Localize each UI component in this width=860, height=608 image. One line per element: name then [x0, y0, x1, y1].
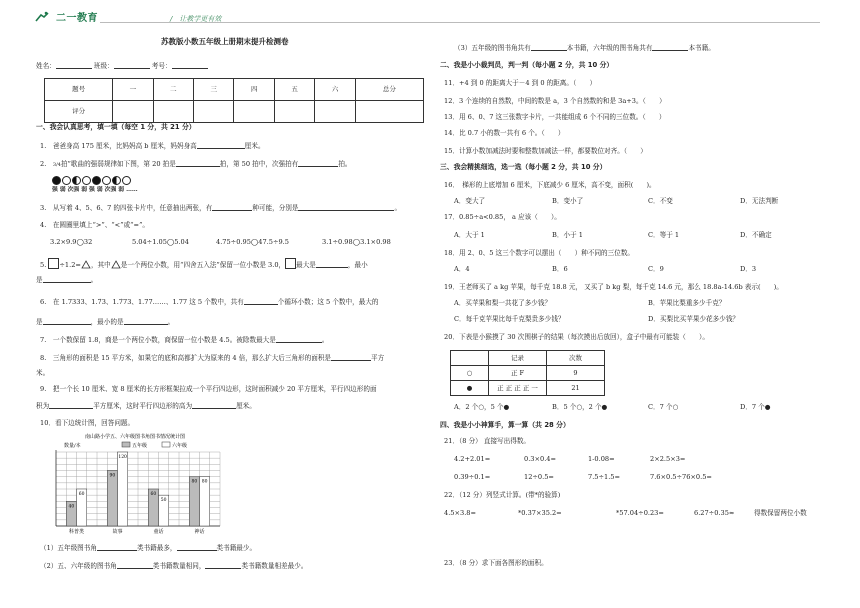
- exam-no-label: 考号：: [151, 62, 172, 70]
- q6-blank-2[interactable]: [43, 318, 91, 325]
- score-header-cell: 五: [274, 79, 314, 101]
- exam-title: 苏教版小数五年级上册期末提升检测卷: [161, 37, 289, 46]
- question-2: [40, 160, 352, 168]
- q6-tail-end: 。: [167, 318, 175, 326]
- beat-labels: 强 弱 次强 弱 强 弱 次强 弱 ……: [52, 187, 138, 193]
- name-blank[interactable]: [56, 62, 92, 69]
- chart-data-label: 120: [118, 455, 127, 460]
- q6-text-2: 个循环小数；这 5 个数中，最大的: [277, 298, 379, 306]
- beat-circles: [52, 176, 132, 186]
- chart-ylabel: 数量/本: [64, 443, 81, 449]
- chart-x-label: 故事: [112, 529, 123, 535]
- q1-blank[interactable]: [197, 142, 245, 149]
- section-1-heading: 一、我会认真思考，填一填（每空 1 分，共 21 分）: [36, 123, 196, 131]
- record-table: [450, 350, 605, 396]
- q8-text-2: 平方: [371, 354, 385, 362]
- legend-label-grade6: 六年级: [172, 443, 188, 449]
- weak-beat-circle: [62, 176, 71, 185]
- q5-blank-2[interactable]: [43, 276, 91, 283]
- calc-item: 7.6×0.5÷76×0.5=: [650, 473, 712, 481]
- site-logo: [34, 9, 98, 24]
- question-22: 22．（12 分）列竖式计算。(带*的验算): [444, 491, 561, 499]
- q3-text: 3. 从写着 4、5、6、7 的四张卡片中，任意抽出两张，有: [40, 204, 213, 212]
- question-4: 4. 在圆圈里填上“>”、“<”或“=”。: [40, 221, 150, 229]
- q5-tail-text: 是: [36, 276, 43, 284]
- calc-item: 7.5÷1.5=: [588, 473, 621, 481]
- calc-item: 0.39÷0.1=: [454, 473, 491, 481]
- q10-3-blank-2[interactable]: [652, 44, 688, 51]
- q20-option-c[interactable]: C．7 个○: [648, 403, 679, 411]
- chart-bar: [118, 452, 128, 526]
- question-14: 14．比 0.7 小的数一共有 6 个。（ ）: [444, 129, 565, 137]
- q8-tail: 米。: [36, 369, 50, 377]
- record-header-cell: 次数: [547, 351, 605, 366]
- score-table-score-row: [45, 101, 424, 123]
- q10-2-text-2: 类书籍数量相同，: [152, 562, 206, 570]
- q20-option-b[interactable]: B．5 个○，2 个●: [552, 403, 608, 411]
- vertical-calc-item: *0.37×35.2=: [518, 509, 562, 517]
- section-4-heading: 四、我是小小神算手，算一算（共 28 分）: [440, 421, 570, 429]
- q3-blank-1[interactable]: [212, 204, 252, 211]
- q6-blank-1[interactable]: [244, 298, 278, 305]
- q19-option-d[interactable]: D．买梨比买苹果少花多少钱？: [648, 315, 740, 323]
- section-2-heading: 二、我是小小裁判员，判一判（每小题 2 分，共 10 分）: [440, 61, 614, 69]
- q2-text: 拍”歌曲的强弱规律如下图，第 20 拍是: [60, 160, 176, 168]
- q10-3-blank-1[interactable]: [531, 44, 567, 51]
- score-header-cell: 六: [315, 79, 355, 101]
- question-23: 23．（8 分）求下面各图形的面积。: [444, 559, 548, 567]
- q9-blank-1[interactable]: [49, 402, 93, 409]
- q5-tail-end: 。: [90, 276, 98, 284]
- q1-text: 1. 爸爸身高 175 厘米，比妈妈高 b 厘米，妈妈身高: [40, 142, 197, 150]
- class-label: 班级：: [93, 62, 114, 70]
- exam-no-blank[interactable]: [172, 62, 208, 69]
- question-12: 12．3 个连续的自然数，中间的数是 a，3 个自然数的和是 3a+3。（ ）: [444, 97, 666, 105]
- record-header-row: [451, 351, 605, 366]
- q5-number: 5.: [40, 261, 47, 269]
- q9-tail-end: 厘米。: [236, 402, 256, 410]
- student-info: [36, 62, 208, 70]
- q3-text-2: 种可能，分别是: [252, 204, 299, 212]
- record-row-black: [451, 381, 605, 396]
- medium-beat-circle: [72, 176, 81, 185]
- vertical-calc-item: 6.27÷0.35≈: [694, 509, 735, 517]
- question-8: [40, 354, 384, 362]
- q5-blank-1[interactable]: [316, 261, 348, 268]
- question-7: [40, 336, 328, 344]
- score-cell[interactable]: [153, 101, 193, 123]
- chart-x-labels: [69, 528, 205, 535]
- record-tally: 正 正 正 正 一: [489, 381, 547, 396]
- q1-unit: 厘米。: [244, 142, 265, 150]
- q20-option-d[interactable]: D．7 个●: [740, 403, 771, 411]
- q4-item-2: 5.04÷1.05◯5.04: [132, 238, 189, 246]
- q10-3-end: 本书籍。: [688, 44, 715, 52]
- q10-1-end: 类书籍最少。: [216, 544, 257, 552]
- q5-text-3: 是一个两位小数，用“四舍五入法”保留一位小数是 3.0，: [120, 261, 286, 269]
- chart-data-label: 60: [150, 492, 157, 497]
- chart-x-label: 科普类: [68, 529, 85, 535]
- record-count: 21: [547, 381, 605, 396]
- question-17: 17．0.85÷a<0.85， a 应该（ ）。: [444, 213, 561, 221]
- q10-1-text: （1）五年级图书角: [40, 544, 97, 552]
- q16-option-b[interactable]: B．变小了: [552, 197, 584, 205]
- score-cell[interactable]: [234, 101, 274, 123]
- q10-3-text: （3）五年级的图书角共有: [454, 44, 531, 52]
- record-row-white: [451, 366, 605, 381]
- question-3: [40, 204, 401, 212]
- q16-option-c[interactable]: C．不变: [648, 197, 673, 205]
- question-9: 9. 把一个长 10 厘米、宽 8 厘米的长方形框架拉成一个平行四边形，这时面积减少 20 平方厘米，平行四边形的面: [40, 385, 377, 393]
- q17-option-a[interactable]: A．大于 1: [454, 231, 485, 239]
- calc-item: 4.2+2.01=: [454, 455, 491, 463]
- question-10: 10．看下边统计图，回答问题。: [40, 419, 135, 427]
- question-15: 15．计算小数加减法时要和整数加减法一样，都要数位对齐。（ ）: [444, 147, 647, 155]
- square-box-icon: [285, 258, 296, 269]
- q6-tail-text-2: ，最小的是: [90, 318, 124, 326]
- q5-text: ÷1.2=: [59, 261, 81, 269]
- score-header-cell: 总分: [355, 79, 423, 101]
- strong-beat-circle: [92, 176, 101, 185]
- record-header-cell: [451, 351, 489, 366]
- q16-option-a[interactable]: A．变大了: [454, 197, 486, 205]
- q2-blank-1[interactable]: [176, 160, 220, 167]
- question-11: 11．+4 到 0 的距离大于－4 到 0 的距离。（ ）: [444, 79, 597, 87]
- q19-option-b[interactable]: B．苹果比梨重多少千克？: [648, 299, 726, 307]
- chart-x-label: 童话: [153, 529, 164, 535]
- chart-bar: [107, 471, 117, 527]
- legend-swatch-grade6: [162, 442, 170, 447]
- chart-data-label: 50: [160, 498, 167, 504]
- score-cell[interactable]: [113, 101, 153, 123]
- q3-blank-2[interactable]: [298, 204, 394, 211]
- q10-1-text-2: 类书籍最多，: [136, 544, 177, 552]
- triangle-icon: [111, 260, 121, 269]
- score-row-label: 评分: [45, 101, 113, 123]
- q6-text: 6. 在 1.7333、1.7̇3、1.7̇73、1.77……、1.77 这 5 个数中，共有: [40, 298, 244, 306]
- question-16: 16． 梯形的上底增加 6 厘米，下底减少 6 厘米，高不变，面积( )。: [444, 181, 656, 189]
- section-3-heading: 三、我会精挑细选，选一选（每小题 2 分，共 10 分）: [440, 163, 607, 171]
- score-header-cell: 二: [153, 79, 193, 101]
- question-21: 21．（8 分） 直接写出得数。: [444, 437, 531, 445]
- square-box-icon: [48, 258, 59, 269]
- class-blank[interactable]: [114, 62, 150, 69]
- q18-option-c[interactable]: C．9: [648, 265, 664, 273]
- q10-sub-3: [454, 44, 715, 52]
- q8-text: 8. 三角形的面积是 15 平方米，如果它的底和高都扩大为原来的 4 倍，那么扩大后三角形的面积是: [40, 354, 332, 362]
- calc-item: 12÷0.5=: [524, 473, 554, 481]
- logo-text: 二一教育: [55, 13, 98, 24]
- q4-item-1: 3.2×9.9◯32: [50, 238, 93, 246]
- score-table: [44, 78, 424, 123]
- calc-item: 2×2.5×3=: [650, 455, 686, 463]
- question-5: [40, 258, 368, 269]
- q10-sub-1: [40, 544, 256, 552]
- q18-option-b[interactable]: B．6: [552, 265, 568, 273]
- white-stone-icon: ○: [451, 366, 489, 381]
- q19-option-a[interactable]: A．买苹果和梨一共花了多少钱？: [454, 299, 552, 307]
- q2-text-2: 拍，第 50 拍中，次强拍有: [219, 160, 299, 168]
- q9-blank-2[interactable]: [192, 402, 236, 409]
- page-header: [0, 0, 860, 34]
- q8-blank[interactable]: [331, 354, 371, 361]
- chart-x-label: 神话: [194, 529, 205, 535]
- score-cell[interactable]: [355, 101, 423, 123]
- q6-tail-text: 是: [36, 318, 43, 326]
- score-cell[interactable]: [194, 101, 234, 123]
- record-count: 9: [547, 366, 605, 381]
- question-18: 18．用 2、0、5 这三个数字可以摆出（ ）种不同的三位数。: [444, 249, 635, 257]
- q20-option-a[interactable]: A．2 个○，5 个●: [454, 403, 510, 411]
- q5-text-5: ，最小: [347, 261, 368, 269]
- score-header-cell: 三: [194, 79, 234, 101]
- score-header-cell: 题号: [45, 79, 113, 101]
- weak-beat-circle: [102, 176, 111, 185]
- weak-beat-circle: [82, 176, 91, 185]
- header-divider: [100, 22, 820, 23]
- q17-option-b[interactable]: B．小于 1: [552, 231, 583, 239]
- q9-tail-text-2: 平方厘米，这时平行四边形的高为: [93, 402, 193, 410]
- q2-fraction: 3/4: [52, 162, 61, 168]
- q7-blank[interactable]: [276, 336, 322, 343]
- record-header-cell: 记录: [489, 351, 547, 366]
- q19-option-c[interactable]: C．每千克苹果比每千克梨贵多少钱？: [454, 315, 565, 323]
- question-13: 13．用 6、0、7 这三张数字卡片，一共能组成 6 个不同的三位数。（ ）: [444, 113, 666, 121]
- calc-item: 0.3×0.4=: [524, 455, 557, 463]
- vertical-calc-item: 4.5×3.8=: [444, 509, 477, 517]
- q2-number: 2.: [40, 160, 53, 168]
- q3-text-3: 。: [394, 204, 402, 212]
- q10-2-blank-2[interactable]: [205, 562, 241, 569]
- q18-option-d[interactable]: D．3: [740, 265, 757, 273]
- question-20: 20．下表是小猴摸了 30 次围棋子的结果（每次摸出后放回），盒子中最有可能装（ ）。: [444, 333, 709, 341]
- score-cell[interactable]: [315, 101, 355, 123]
- chart-data-label: 80: [191, 479, 198, 485]
- rounding-note: 得数保留两位小数: [754, 509, 807, 517]
- vertical-calc-item: *57.04÷0.23=: [616, 509, 664, 517]
- q16-option-d[interactable]: D．无法判断: [740, 197, 779, 205]
- question-19: 19．王老师买了 a kg 苹果，每千克 18.8 元， 又买了 b kg 梨，每千克 14.6 元，那么 18.8a-14.6b 表示( )。: [444, 283, 783, 291]
- legend-swatch-grade5: [122, 442, 130, 447]
- q17-option-c[interactable]: C．等于 1: [648, 231, 680, 239]
- chart-data-label: 90: [109, 473, 116, 479]
- question-1: [40, 142, 265, 150]
- q6-tail: [36, 318, 174, 326]
- q10-2-text: （2）五、六年级的图书角: [40, 562, 117, 570]
- q18-option-a[interactable]: A．4: [454, 265, 470, 273]
- strong-beat-circle: [52, 176, 61, 185]
- q10-2-end: 类书籍数量相差最少。: [241, 562, 308, 570]
- q9-tail-text: 积为: [36, 402, 50, 410]
- slogan-text: 让教学更有效: [179, 15, 222, 23]
- bar-chart: [40, 430, 230, 536]
- q10-1-blank-2[interactable]: [177, 544, 217, 551]
- q10-sub-2: [40, 562, 307, 570]
- q7-end: 。: [321, 336, 329, 344]
- logo-runner-icon: [34, 11, 50, 23]
- black-stone-icon: ●: [451, 381, 489, 396]
- q5-tail: [36, 276, 97, 284]
- question-6: [40, 298, 378, 306]
- q4-item-4: 3.1÷0.98◯3.1×0.98: [322, 238, 391, 246]
- q4-item-3: 4.75÷0.95◯47.5÷9.5: [216, 238, 289, 246]
- chart-data-label: 40: [68, 504, 75, 510]
- score-cell[interactable]: [274, 101, 314, 123]
- score-table-header-row: [45, 79, 424, 101]
- header-slogan: / 让教学更有效: [170, 15, 222, 23]
- q10-2-blank-1[interactable]: [117, 562, 153, 569]
- q7-text: 7. 一个数保留 1.8，商是一个两位小数，商保留一位小数是 4.5。被除数最大是: [40, 336, 276, 344]
- q6-blank-3[interactable]: [124, 318, 168, 325]
- q2-text-3: 拍。: [338, 160, 352, 168]
- weak-beat-circle: [122, 176, 131, 185]
- q5-text-4: 最大是: [296, 261, 316, 269]
- triangle-icon: [81, 260, 91, 269]
- medium-beat-circle: [112, 176, 121, 185]
- chart-title: 南山路小学五、六年级图书角图书情况统计图: [84, 434, 186, 440]
- record-tally: 正 F: [489, 366, 547, 381]
- chart-data-label: 80: [201, 479, 208, 485]
- q10-1-blank-1[interactable]: [97, 544, 137, 551]
- chart-data-label: 60: [78, 492, 85, 497]
- q2-blank-2[interactable]: [298, 160, 338, 167]
- score-header-cell: 一: [113, 79, 153, 101]
- score-header-cell: 四: [234, 79, 274, 101]
- q17-option-d[interactable]: D．不确定: [740, 231, 772, 239]
- q10-3-text-2: 本书籍，六年级的图书角共有: [566, 44, 653, 52]
- name-label: 姓名：: [36, 62, 56, 70]
- calc-item: 1-0.08=: [588, 455, 615, 463]
- q9-tail: [36, 402, 256, 410]
- q5-text-2: ，其中: [90, 261, 111, 269]
- legend-label-grade5: 五年级: [132, 443, 148, 449]
